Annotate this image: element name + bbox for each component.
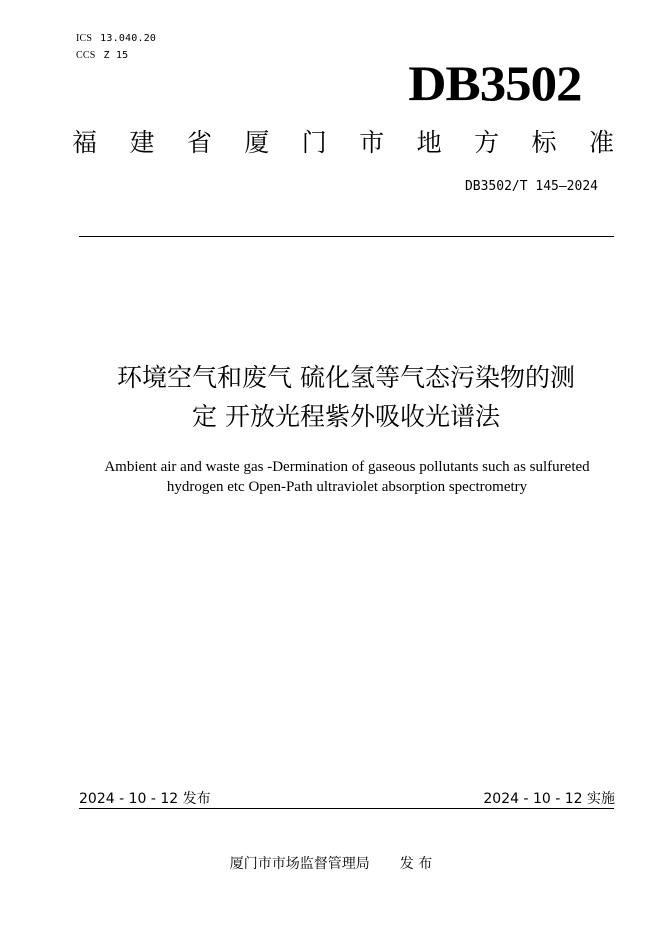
standard-type-char: 建 xyxy=(129,128,155,157)
title-cn-line1: 环境空气和废气 硫化氢等气态污染物的测 xyxy=(117,363,575,392)
title-en-line1: Ambient air and waste gas -Dermination of gaseous pollutants such as sulfureted xyxy=(104,459,590,475)
standard-type-char: 省 xyxy=(186,128,212,157)
issuer-line xyxy=(0,853,662,873)
standard-type-char: 市 xyxy=(359,128,385,157)
ccs-label: CCS xyxy=(76,50,96,61)
standard-type-char: 门 xyxy=(301,128,327,157)
issuer-name: 厦门市市场监督管理局 xyxy=(229,856,370,872)
standard-type-char: 厦 xyxy=(244,128,270,157)
ics-code: 13.040.20 xyxy=(100,33,157,44)
ccs-line xyxy=(76,50,128,61)
standard-number: DB3502/T 145—2024 xyxy=(464,179,598,194)
ics-label: ICS xyxy=(76,33,93,44)
ics-line xyxy=(76,33,156,44)
standard-type-char: 标 xyxy=(531,128,557,157)
issuer-action: 发 布 xyxy=(399,856,433,872)
standard-type-char: 准 xyxy=(588,128,614,157)
ccs-code: Z 15 xyxy=(103,50,129,61)
standard-type-char: 方 xyxy=(474,128,500,157)
standard-type-char: 地 xyxy=(416,128,442,157)
standard-type-heading xyxy=(72,126,614,160)
standard-type-char: 福 xyxy=(72,128,98,157)
title-en-line2: hydrogen etc Open-Path ultraviolet absorption spectrometry xyxy=(166,479,528,495)
top-divider xyxy=(79,236,614,237)
publish-date: 2024 - 10 - 12 发布 xyxy=(79,791,211,807)
implement-date: 2024 - 10 - 12 实施 xyxy=(483,791,615,807)
db3502-logo: DB3502 xyxy=(407,55,581,111)
bottom-divider xyxy=(79,808,614,809)
title-cn-line2: 定 开放光程紫外吸收光谱法 xyxy=(192,402,500,431)
